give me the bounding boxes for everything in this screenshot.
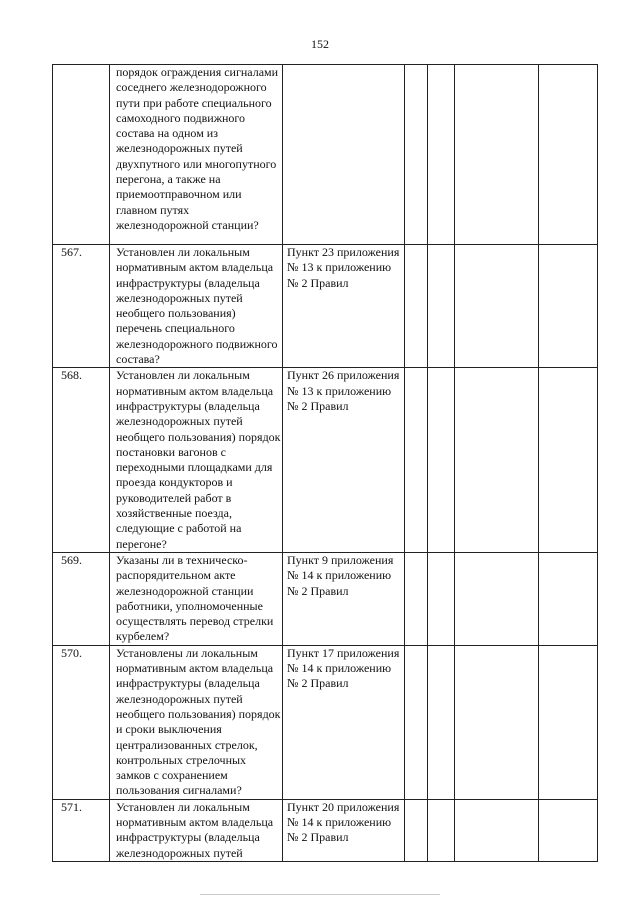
question-cell: Установлен ли локальным нормативным актом владельца инфраструктуры (владельца железнодорожных путей необщего пользования) перечень специального железнодорожного подвижного состава? [110,245,283,368]
row-number: 568. [53,368,110,553]
question-cell: Установлен ли локальным нормативным актом владельца инфраструктуры (владельца железнодорожных путей необщего пользования) порядок постановки вагонов с переходными площадками для проезда кондукторов и руководителей работ в хозяйственные поезда, следующие с работой на перегоне? [110,368,283,553]
answer-yes-cell [405,552,428,645]
row-number: 569. [53,552,110,645]
note-cell [539,552,598,645]
answer-no-cell [428,245,455,368]
question-cell: Указаны ли в техническо-распорядительном акте железнодорожной станции работники, уполномоченные осуществлять перевод стрелки курбелем? [110,552,283,645]
question-cell: Установлен ли локальным нормативным актом владельца инфраструктуры (владельца железнодорожных путей [110,799,283,861]
checklist-table [52,64,598,862]
answer-yes-cell [405,65,428,245]
row-number [53,65,110,245]
table-row [53,645,598,799]
not-applicable-cell [455,245,539,368]
scan-edge-mark [200,894,440,897]
answer-no-cell [428,552,455,645]
note-cell [539,799,598,861]
row-number: 570. [53,645,110,799]
table-row [53,65,598,245]
reference-cell: Пункт 26 приложения № 13 к приложению № 2 Правил [283,368,405,553]
answer-yes-cell [405,645,428,799]
question-cell: Установлены ли локальным нормативным актом владельца инфраструктуры (владельца железнодорожных путей необщего пользования) порядок и сроки выключения централизованных стрелок, контрольных стрелочных замков с сохранением пользования сигналами? [110,645,283,799]
reference-cell: Пункт 9 приложения № 14 к приложению № 2 Правил [283,552,405,645]
answer-no-cell [428,65,455,245]
page-number: 152 [311,37,329,51]
reference-cell: Пункт 20 приложения № 14 к приложению № 2 Правил [283,799,405,861]
answer-yes-cell [405,799,428,861]
table-row [53,799,598,861]
row-number: 571. [53,799,110,861]
answer-yes-cell [405,368,428,553]
answer-no-cell [428,645,455,799]
note-cell [539,368,598,553]
not-applicable-cell [455,645,539,799]
not-applicable-cell [455,799,539,861]
reference-cell [283,65,405,245]
answer-yes-cell [405,245,428,368]
not-applicable-cell [455,65,539,245]
row-number: 567. [53,245,110,368]
not-applicable-cell [455,368,539,553]
note-cell [539,245,598,368]
table-row [53,245,598,368]
note-cell [539,645,598,799]
question-cell: порядок ограждения сигналами соседнего железнодорожного пути при работе специального самоходного подвижного состава на одном из железнодорожных путей двухпутного или многопутного перегона, а также на приемоотправочном или главном путях железнодорожной станции? [110,65,283,245]
note-cell [539,65,598,245]
answer-no-cell [428,799,455,861]
table-row [53,368,598,553]
reference-cell: Пункт 23 приложения № 13 к приложению № 2 Правил [283,245,405,368]
table-row [53,552,598,645]
not-applicable-cell [455,552,539,645]
answer-no-cell [428,368,455,553]
reference-cell: Пункт 17 приложения № 14 к приложению № 2 Правил [283,645,405,799]
